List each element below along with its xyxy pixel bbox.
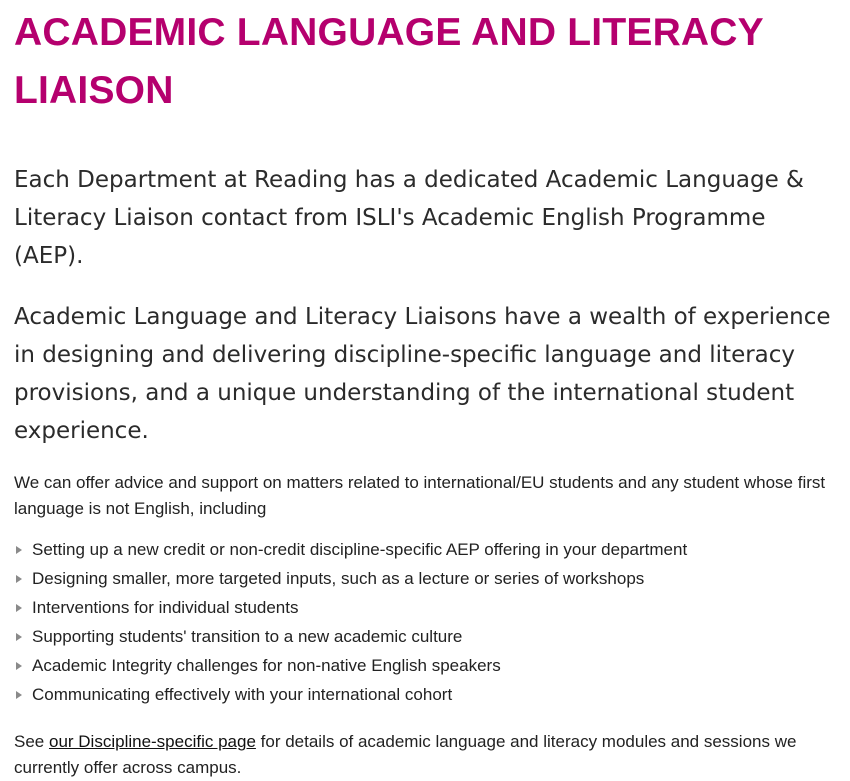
list-item (14, 680, 844, 709)
discipline-specific-page-link[interactable]: our Discipline-specific page (48, 732, 256, 751)
list-item (14, 564, 844, 593)
outro-prefix: See (14, 732, 49, 751)
page-content (14, 0, 844, 781)
outro-suffix: for details of academic language and literacy modules and sessions we currently offer across campus. (14, 732, 797, 777)
list-item (14, 651, 844, 680)
list-item-text: Supporting students' transition to a new academic culture (32, 627, 463, 646)
bullet-triangle-icon (16, 575, 22, 583)
list-item-text: Setting up a new credit or non-credit discipline-specific AEP offering in your department (32, 540, 688, 559)
intro-paragraph: We can offer advice and support on matters related to international/EU students and any student whose first language is not English, including (14, 473, 826, 518)
list-item-text: Academic Integrity challenges for non-native English speakers (32, 656, 501, 675)
bullet-triangle-icon (16, 546, 22, 554)
list-item-text: Designing smaller, more targeted inputs, such as a lecture or series of workshops (32, 569, 645, 588)
page-title: ACADEMIC LANGUAGE AND LITERACY LIAISON (14, 11, 764, 112)
bullet-triangle-icon (16, 633, 22, 641)
bullet-triangle-icon (16, 662, 22, 670)
list-item (14, 593, 844, 622)
bullet-triangle-icon (16, 691, 22, 699)
list-item (14, 622, 844, 651)
support-topics-list (14, 535, 844, 709)
lead-paragraph-department-contact: Each Department at Reading has a dedicated Academic Language & Literacy Liaison contact from ISLI's Academic English Programme (AEP). (14, 167, 804, 269)
lead-paragraph-liaison-experience: Academic Language and Literacy Liaisons have a wealth of experience in designing and delivering discipline-specific language and literacy provisions, and a unique understanding of the international student experience. (14, 304, 831, 444)
list-item-text: Communicating effectively with your international cohort (32, 685, 453, 704)
list-item-text: Interventions for individual students (32, 598, 299, 617)
bullet-triangle-icon (16, 604, 22, 612)
outro-paragraph (14, 729, 844, 781)
list-item (14, 535, 844, 564)
